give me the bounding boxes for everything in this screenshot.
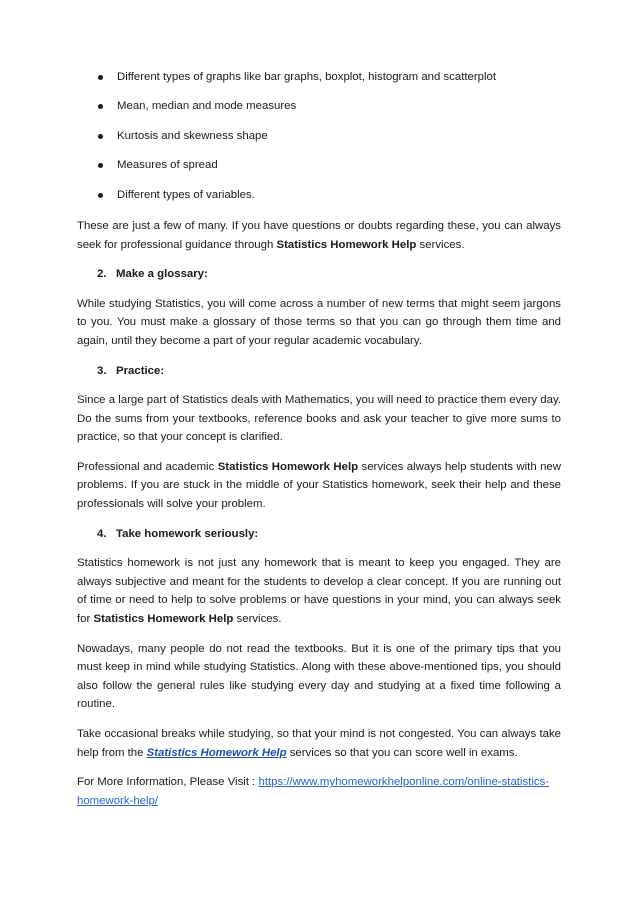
list-item <box>77 158 561 173</box>
more-info-url-link[interactable]: https://www.myhomeworkhelponline.com/online-statistics-homework-help/ <box>77 776 550 807</box>
heading-make-glossary: 2. Make a glossary: <box>97 268 208 281</box>
bullet-icon <box>98 134 103 139</box>
emphasis-service-name: Statistics Homework Help <box>217 460 359 473</box>
paragraph-glossary: While studying Statistics, you will come across a number of new terms that might seem jargons to you. You must make a glossary of those terms so that you can go through them time and again, until they become a part of your regular academic vocabulary. <box>77 297 561 347</box>
emphasis-service-name: Statistics Homework Help <box>93 613 234 626</box>
bullet-icon <box>98 75 103 80</box>
list-item <box>77 129 561 144</box>
heading-practice: 3. Practice: <box>97 364 165 377</box>
bullet-text: Measures of spread <box>117 159 218 172</box>
bullet-text: Different types of graphs like bar graphs, boxplot, histogram and scatterplot <box>117 71 497 83</box>
bullet-text: Different types of variables. <box>117 188 255 201</box>
paragraph-professional-help: Professional and academic Statistics Homework Help services always help students with new problems. If you are stuck in the middle of your Statistics homework, seek their help and these professionals will solve your problem. <box>77 460 561 511</box>
document-page <box>77 70 561 821</box>
list-item <box>77 99 561 114</box>
paragraph-practice: Since a large part of Statistics deals with Mathematics, you will need to practice them every day. Do the sums from your textbooks, reference books and ask your teacher to give more sums to practice, so that your concept is clarified. <box>77 394 561 444</box>
list-item <box>77 70 561 85</box>
heading-take-homework-seriously: 4. Take homework seriously: <box>97 527 259 540</box>
bullet-text: Kurtosis and skewness shape <box>117 129 268 142</box>
paragraph-textbooks: Nowadays, many people do not read the textbooks. But it is one of the primary tips that you must keep in mind while studying Statistics. Along with these above-mentioned tips, you should also follow the general rules like studying every day and studying at a fixed time following a routine. <box>77 642 561 711</box>
bullet-text: Mean, median and mode measures <box>117 100 297 113</box>
tips-bullet-list <box>77 70 561 203</box>
list-item <box>77 188 561 203</box>
paragraph-few-of-many: These are just a few of many. If you have questions or doubts regarding these, you can always seek for professional guidance through Statistics Homework Help services. <box>77 219 561 251</box>
bullet-icon <box>98 104 103 109</box>
paragraph-breaks: Take occasional breaks while studying, so that your mind is not congested. You can always take help from the Statistics Homework Help services so that you can score well in exams. <box>77 728 561 759</box>
footer-paragraph <box>77 773 561 810</box>
footer-more-info <box>77 773 561 810</box>
emphasis-service-name: Statistics Homework Help <box>276 238 417 251</box>
bullet-icon <box>98 163 103 168</box>
paragraph-homework-seriously: Statistics homework is not just any homework that is meant to keep you engaged. They are always subjective and meant for the students to develop a clear concept. If you are running out of time or need to help to solve problems or have questions in your mind, you can always seek for Statistics Homework Help services. <box>77 557 561 626</box>
footer-label: For More Information, Please Visit : <box>77 776 259 789</box>
bullet-icon <box>98 193 103 198</box>
statistics-homework-help-link[interactable]: Statistics Homework Help <box>146 746 287 759</box>
